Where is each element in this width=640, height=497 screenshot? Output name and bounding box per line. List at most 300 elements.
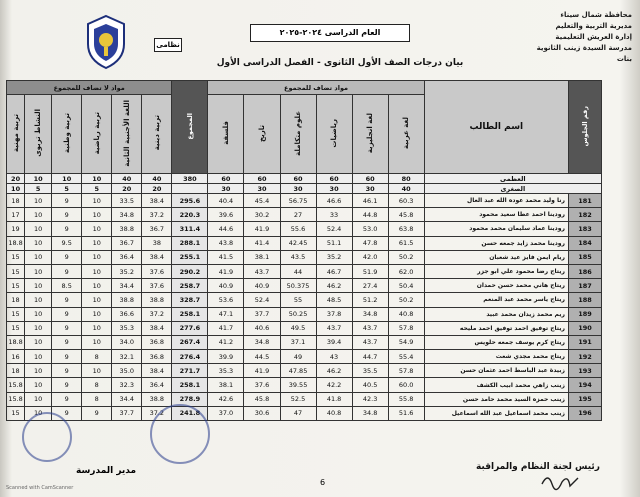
grade-cell: 46.6 [316,194,352,208]
seat-number-cell: 186 [568,264,601,278]
total-header: المجموع [172,81,208,174]
subject-header: تربية وطنية [52,95,82,174]
grade-cell: 41.8 [316,392,352,406]
academic-year: العام الدراسى ٢٠٢٤-٢٠٢٥ [250,24,410,42]
table-row [7,208,602,222]
student-name-cell: زينب حمزه السيد محمد حامد حسن [424,392,568,406]
header-school: مدرسة السيدة زينب الثانوية بنات [536,44,632,63]
grade-cell: 10 [82,250,112,264]
grade-cell: 44.7 [352,350,388,364]
grade-cell: 9.5 [52,236,82,250]
header-ministry [520,10,632,65]
grade-cell: 10 [82,279,112,293]
seat-number-cell: 184 [568,236,601,250]
grade-cell: 10 [25,378,52,392]
table-row [7,293,602,307]
grade-cell: 40.8 [388,307,424,321]
grade-cell: 34.8 [352,406,388,420]
grade-cell: 27.4 [352,279,388,293]
grade-cell: 43.7 [352,321,388,335]
student-name-cell: ريتاج توفيق احمد توفيق احمد مليحه [424,321,568,335]
grade-cell: 8 [82,378,112,392]
group-header-row [7,81,602,95]
limit-label: العظمى [424,174,601,184]
student-name-cell: ريتاج هاني محمد حسن حمدان [424,279,568,293]
seat-number-cell: 188 [568,293,601,307]
grade-cell: 8 [82,350,112,364]
header-governorate: محافظة شمال سيناء [560,11,632,19]
total-cell: 220.3 [172,208,208,222]
grade-cell: 42.0 [352,250,388,264]
subject-header: علوم متكاملة [280,95,316,174]
grade-cell: 45.4 [244,194,280,208]
subject-header: تربية دينية [142,95,172,174]
grade-cell: 50.375 [280,279,316,293]
system-badge: نظامى [154,38,182,52]
grade-cell: 9 [82,406,112,420]
limit-cell: 60 [244,174,280,184]
year-box [250,24,410,42]
seat-number-cell: 191 [568,335,601,349]
grade-cell: 15 [7,279,25,293]
student-name-cell: رودينا محمد زايد جمعه حسن [424,236,568,250]
grade-cell: 56.75 [280,194,316,208]
grade-cell: 9 [52,321,82,335]
student-name-cell: رودينا عماد سليمان محمد محمود [424,222,568,236]
seat-number-cell: 183 [568,222,601,236]
total-cell: 277.6 [172,321,208,335]
limit-cell: 60 [208,174,244,184]
grade-cell: 51.6 [388,406,424,420]
grade-cell: 42.3 [352,392,388,406]
ministry-logo-icon [84,14,128,70]
scanner-watermark: Scanned with CamScanner [6,485,74,491]
grade-cell: 50.4 [388,279,424,293]
grade-cell: 9 [52,208,82,222]
grade-cell: 52.4 [316,222,352,236]
grade-cell: 9 [52,378,82,392]
grade-cell: 35.2 [316,250,352,264]
grade-cell: 40.5 [352,378,388,392]
grade-cell: 18 [7,293,25,307]
seat-number-cell: 192 [568,350,601,364]
grade-cell: 54.9 [388,335,424,349]
grade-cell: 34.8 [112,208,142,222]
grade-cell: 41.9 [244,364,280,378]
grade-cell: 52.4 [244,293,280,307]
grade-cell: 32.1 [112,350,142,364]
grade-cell: 47.8 [352,236,388,250]
grade-cell: 43.7 [316,321,352,335]
grade-cell: 10 [25,208,52,222]
grade-cell: 15 [7,406,25,420]
total-cell: 258.1 [172,307,208,321]
grade-cell: 40.6 [244,321,280,335]
grade-cell: 43 [316,350,352,364]
subject-header: فلسفة [208,95,244,174]
subject-header: لغة عربية [388,95,424,174]
grade-cell: 33.5 [112,194,142,208]
seat-number-cell: 196 [568,406,601,420]
student-name-cell: زينب زاهي محمد ابيب الكشف [424,378,568,392]
total-cell: 328.7 [172,293,208,307]
table-row [7,378,602,392]
grade-cell: 38.8 [142,392,172,406]
max-marks-row [7,174,602,184]
grade-cell: 35.3 [112,321,142,335]
school-director-label: مدير المدرسة [76,466,137,476]
seat-number-cell: 187 [568,279,601,293]
grade-cell: 37.1 [280,335,316,349]
grade-cell: 43.7 [352,335,388,349]
grade-cell: 50.25 [280,307,316,321]
grade-cell: 9 [52,264,82,278]
student-name-cell: زبيدة عبد الباسط احمد عثمان حسن [424,364,568,378]
grade-cell: 10 [82,194,112,208]
grade-cell: 10 [25,392,52,406]
grade-cell: 9 [52,194,82,208]
limit-cell: 60 [352,174,388,184]
grade-cell: 49.5 [280,321,316,335]
grade-cell: 47.1 [208,307,244,321]
grade-cell: 43.5 [280,250,316,264]
grade-cell: 35.0 [112,364,142,378]
limit-cell: 380 [172,174,208,184]
name-header: اسم الطالب [424,81,568,174]
grade-cell: 17 [7,208,25,222]
grade-cell: 57.8 [388,364,424,378]
grade-cell: 18.8 [7,335,25,349]
seat-number-cell: 185 [568,250,601,264]
grade-cell: 39.6 [208,208,244,222]
table-row [7,250,602,264]
grade-cell: 15.8 [7,378,25,392]
grade-cell: 37.7 [112,406,142,420]
grade-cell: 51.1 [316,236,352,250]
grade-cell: 42.45 [280,236,316,250]
grade-cell: 9 [52,307,82,321]
grade-cell: 40.4 [208,194,244,208]
grade-cell: 10 [25,321,52,335]
grade-cell: 42.6 [208,392,244,406]
subject-header: اللغة الأجنبية الثانية [112,95,142,174]
grade-cell: 16 [7,350,25,364]
grade-cell: 10 [25,335,52,349]
grade-cell: 55.6 [280,222,316,236]
limit-cell: 40 [388,184,424,194]
student-name-cell: ريام ايمن فايز عيد شعبان [424,250,568,264]
grade-cell: 9 [52,406,82,420]
limit-cell: 5 [82,184,112,194]
grade-cell: 46.1 [352,194,388,208]
grade-cell: 55.8 [388,392,424,406]
grade-cell: 10 [82,307,112,321]
subject-header: رياضيات [316,95,352,174]
grade-cell: 46.2 [316,279,352,293]
grade-cell: 30.2 [244,208,280,222]
grade-cell: 32.3 [112,378,142,392]
grade-cell: 37.2 [142,406,172,420]
min-marks-row [7,184,602,194]
grade-cell: 9 [52,293,82,307]
grade-cell: 44.8 [352,208,388,222]
grade-cell: 39.4 [316,335,352,349]
limit-cell [172,184,208,194]
grade-cell: 10 [25,279,52,293]
grade-cell: 10 [25,350,52,364]
total-cell: 276.4 [172,350,208,364]
grade-cell: 37.2 [142,208,172,222]
grade-cell: 45.8 [244,392,280,406]
grade-cell: 44 [280,264,316,278]
grade-cell: 37.0 [208,406,244,420]
limit-cell: 60 [316,174,352,184]
grade-cell: 44.6 [208,222,244,236]
grade-cell: 63.8 [388,222,424,236]
grade-cell: 41.9 [244,222,280,236]
seat-header: رقم الجلوس [568,81,601,174]
grade-cell: 46.7 [316,264,352,278]
subject-header: تاريخ [244,95,280,174]
grade-cell: 37.7 [244,307,280,321]
grade-cell: 50.2 [388,293,424,307]
limit-cell: 30 [244,184,280,194]
grade-cell: 39.55 [280,378,316,392]
grade-cell: 52.5 [280,392,316,406]
grade-cell: 48.5 [316,293,352,307]
table-row [7,335,602,349]
grade-cell: 10 [25,264,52,278]
grade-cell: 41.7 [208,321,244,335]
grade-cell: 8 [82,392,112,406]
grade-cell: 18 [7,194,25,208]
table-row [7,364,602,378]
grade-cell: 8.5 [52,279,82,293]
table-row [7,321,602,335]
grade-cell: 10 [25,307,52,321]
grade-cell: 41.4 [244,236,280,250]
student-name-cell: ريتاج كرم يوسف جمعه حلويس [424,335,568,349]
seat-number-cell: 195 [568,392,601,406]
grade-cell: 38.1 [208,378,244,392]
grade-cell: 34.0 [112,335,142,349]
grade-cell: 35.5 [352,364,388,378]
grade-cell: 36.7 [142,222,172,236]
grade-cell: 43.7 [244,264,280,278]
table-row [7,264,602,278]
grade-cell: 10 [82,208,112,222]
limit-cell: 20 [112,184,142,194]
grades-table [6,80,602,421]
seat-number-cell: 189 [568,307,601,321]
grade-cell: 40.9 [244,279,280,293]
total-cell: 241.8 [172,406,208,420]
total-cell: 290.2 [172,264,208,278]
grade-cell: 18.8 [7,236,25,250]
grade-cell: 15 [7,321,25,335]
group-notcounted-header: مواد لا تضاف للمجموع [7,81,172,95]
grade-cell: 37.6 [142,264,172,278]
grade-cell: 39.9 [208,350,244,364]
subject-header: تربية مهنية [7,95,25,174]
grade-cell: 53.0 [352,222,388,236]
grade-cell: 50.2 [388,250,424,264]
grade-cell: 61.5 [388,236,424,250]
header-directorate: مديرية التربية والتعليم [555,22,632,30]
grade-cell: 35.3 [208,364,244,378]
page-title: بيان درجات الصف الأول الثانوى - الفصل الدراسى الأول [216,58,464,68]
school-stamp-icon [150,404,210,464]
grade-cell: 38.4 [142,364,172,378]
grade-cell: 34.8 [244,335,280,349]
total-cell: 278.9 [172,392,208,406]
grade-cell: 9 [52,250,82,264]
student-name-cell: ريتاج محمد مجدي شعت [424,350,568,364]
grade-cell: 30.6 [244,406,280,420]
table-row [7,222,602,236]
student-name-cell: ريم محمد زيدان محمد عبيد [424,307,568,321]
grade-cell: 38.8 [112,293,142,307]
grade-cell: 9 [52,364,82,378]
grade-cell: 47 [280,406,316,420]
grade-cell: 34.4 [112,279,142,293]
grade-cell: 33 [316,208,352,222]
grade-cell: 27 [280,208,316,222]
grade-cell: 36.4 [142,378,172,392]
student-name-cell: ريتاج رضا محمود علي ابو جزر [424,264,568,278]
signature-icon [540,470,580,492]
grade-cell: 40.9 [208,279,244,293]
group-counted-header: مواد تضاف للمجموع [208,81,424,95]
seat-number-cell: 190 [568,321,601,335]
grade-cell: 35.2 [112,264,142,278]
grade-cell: 10 [25,236,52,250]
student-name-cell: ريتاج ياسر محمد عبد المنعم [424,293,568,307]
grades-body [7,174,602,421]
grade-cell: 55.4 [388,350,424,364]
limit-cell: 5 [25,184,52,194]
grade-cell: 10 [82,335,112,349]
grade-cell: 43.8 [208,236,244,250]
grade-cell: 41.5 [208,250,244,264]
grade-cell: 10 [25,293,52,307]
grade-cell: 37.2 [142,307,172,321]
limit-cell: 10 [25,174,52,184]
grade-cell: 9 [52,392,82,406]
grade-cell: 36.8 [142,335,172,349]
grade-cell: 40.8 [316,406,352,420]
grade-cell: 62.0 [388,264,424,278]
grade-cell: 37.6 [244,378,280,392]
table-row [7,307,602,321]
seat-number-cell: 182 [568,208,601,222]
grade-cell: 38.4 [142,194,172,208]
subject-header: تربية رياضية [82,95,112,174]
limit-cell: 20 [142,184,172,194]
total-cell: 258.1 [172,378,208,392]
grade-cell: 9 [52,222,82,236]
grade-cell: 36.8 [142,350,172,364]
table-row [7,236,602,250]
limit-cell: 10 [52,174,82,184]
grade-cell: 38.8 [142,293,172,307]
grade-cell: 44.5 [244,350,280,364]
grade-cell: 37.6 [142,279,172,293]
grade-cell: 37.8 [316,307,352,321]
grade-cell: 60.0 [388,378,424,392]
table-row [7,392,602,406]
student-name-cell: رودينا احمد عطا سعيد محمود [424,208,568,222]
grade-cell: 15 [7,307,25,321]
grade-cell: 10 [82,293,112,307]
limit-cell: 30 [352,184,388,194]
grade-cell: 36.4 [112,250,142,264]
grade-cell: 38.4 [142,250,172,264]
director-stamp-icon [22,412,72,462]
limit-label: الصغرى [424,184,601,194]
student-name-cell: زينب محمد اسماعيل عبد الله اسماعيل [424,406,568,420]
grade-cell: 15.8 [7,392,25,406]
grade-cell: 19 [7,222,25,236]
limit-cell: 80 [388,174,424,184]
grade-cell: 10 [25,222,52,236]
grade-cell: 51.9 [352,264,388,278]
grade-cell: 38.4 [142,321,172,335]
grade-cell: 38.8 [112,222,142,236]
page-number: 6 [320,478,326,487]
subject-header: لغة انجليزية [352,95,388,174]
grade-cell: 18 [7,364,25,378]
grade-cell: 9 [52,335,82,349]
limit-cell: 20 [7,174,25,184]
grade-cell: 10 [82,321,112,335]
grade-cell: 10 [25,364,52,378]
grade-cell: 46.2 [316,364,352,378]
grade-cell: 42.2 [316,378,352,392]
grade-cell: 34.4 [112,392,142,406]
grade-cell: 10 [82,236,112,250]
grade-cell: 60.3 [388,194,424,208]
limit-cell: 10 [7,184,25,194]
subject-header: النشاط تربوى [25,95,52,174]
grade-cell: 10 [82,222,112,236]
header-administration: إدارة العريش التعليمية [555,33,632,41]
table-row [7,279,602,293]
limit-cell: 40 [112,174,142,184]
student-name-cell: رنا وليد محمد عوده الله عبد العال [424,194,568,208]
total-cell: 255.1 [172,250,208,264]
grade-cell: 38 [142,236,172,250]
grade-cell: 15 [7,250,25,264]
grade-cell: 41.9 [208,264,244,278]
limit-cell: 30 [316,184,352,194]
limit-cell: 40 [142,174,172,184]
grade-cell: 36.7 [112,236,142,250]
grade-cell: 9 [52,350,82,364]
total-cell: 267.4 [172,335,208,349]
grade-cell: 34.8 [352,307,388,321]
total-cell: 288.1 [172,236,208,250]
seat-number-cell: 193 [568,364,601,378]
grade-cell: 10 [82,364,112,378]
total-cell: 311.4 [172,222,208,236]
grade-cell: 15 [7,264,25,278]
grade-cell: 10 [25,406,52,420]
table-row [7,194,602,208]
grade-cell: 41.2 [208,335,244,349]
grade-cell: 47.85 [280,364,316,378]
seat-number-cell: 194 [568,378,601,392]
